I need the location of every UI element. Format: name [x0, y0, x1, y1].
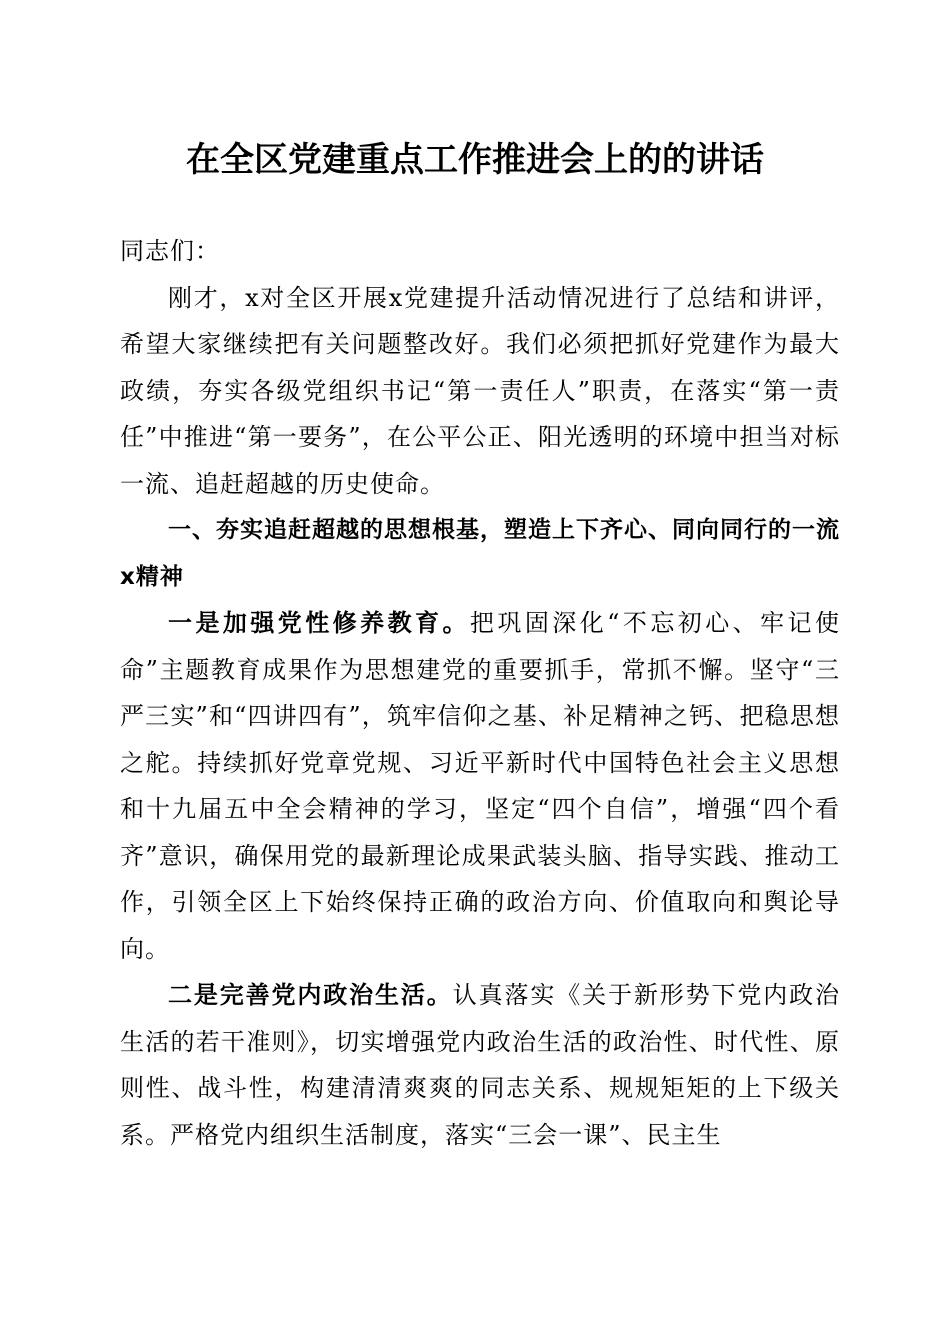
salutation: 同志们：	[120, 237, 220, 265]
section-heading: 一、夯实追赶超越的思想根基，塑造上下齐心、同向同行的一流x精神	[120, 517, 840, 590]
document-body	[120, 228, 840, 1158]
intro-paragraph: 刚才，x对全区开展x党建提升活动情况进行了总结和讲评，希望大家继续把有关问题整改好。我们必须把抓好党建作为最大政绩，夯实各级党组织书记“第一责任人”职责，在落实“第一责任”中推进“第一要务”，在公平公正、阳光透明的环境中担当对标一流、追赶超越的历史使命。	[120, 283, 840, 498]
paragraph-item-1	[120, 600, 840, 972]
item-1-text: 把巩固深化“不忘初心、牢记使命”主题教育成果作为思想建党的重要抓手，常抓不懈。坚守“三严三实”和“四讲四有”，筑牢信仰之基、补足精神之钙、把稳思想之舵。持续抓好党章党规、习近平新时代中国特色社会主义思想和十九届五中全会精神的学习，坚定“四个自信”，增强“四个看齐”意识，确保用党的最新理论成果武装头脑、指导实践、推动工作，引领全区上下始终保持正确的政治方向、价值取向和舆论导向。	[120, 609, 840, 963]
paragraph-item-2	[120, 972, 840, 1158]
document-title: 在全区党建重点工作推进会上的的讲话	[186, 140, 764, 180]
item-1-lead: 一是加强党性修养教育。	[168, 608, 470, 637]
item-2-text: 认真落实《关于新形势下党内政治生活的若干准则》，切实增强党内政治生活的政治性、时代性、原则性、战斗性，构建清清爽爽的同志关系、规规矩矩的上下级关系。严格党内组织生活制度，落实“三会一课”、民主生	[120, 981, 841, 1149]
item-2-lead: 二是完善党内政治生活。	[168, 980, 453, 1009]
